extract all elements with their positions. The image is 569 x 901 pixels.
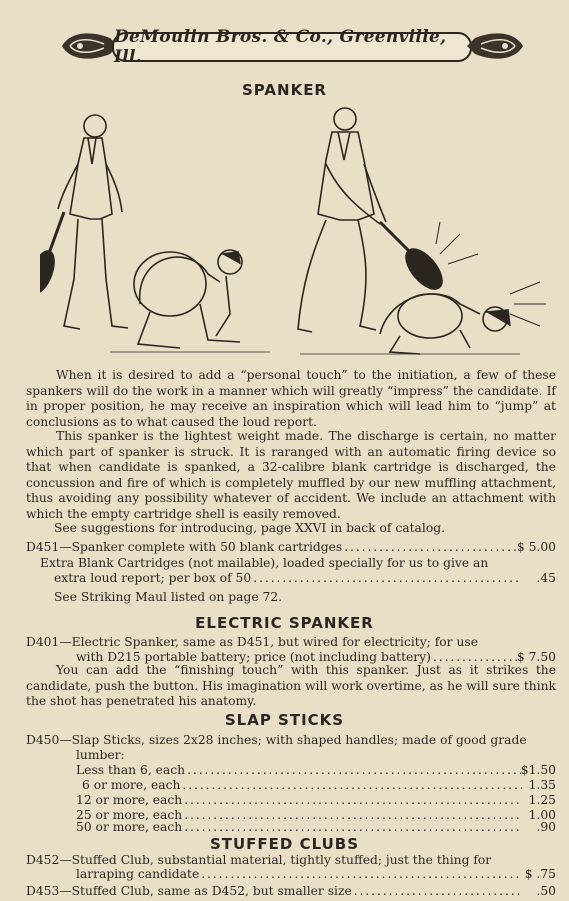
d452-line2: larraping candidate	[76, 867, 200, 881]
d453-label: D453—Stuffed Club, same as D452, but smaller size	[26, 884, 352, 898]
spanker-illustration	[40, 104, 560, 364]
slap-row: Less than 6, each . . . $1.50	[76, 763, 556, 779]
d401-line2: with D215 portable battery; price (not including battery)	[76, 650, 431, 664]
see-maul-text: See Striking Maul listed on page 72.	[54, 590, 283, 604]
electric-spanker-title: ELECTRIC SPANKER	[195, 614, 374, 632]
extra-cartridges-price: .45	[536, 571, 556, 585]
slap-row: 25 or more, each . . . 1.00	[76, 808, 556, 824]
d450-line1: D450—Slap Sticks, sizes 2x28 inches; with shaped handles; made of good grade	[26, 733, 527, 747]
extra-cartridges-item	[54, 571, 556, 587]
spanker-title: SPANKER	[241, 81, 327, 99]
see-intro-text: See suggestions for introducing, page XXVI in back of catalog.	[54, 521, 446, 535]
d450-line2: lumber:	[76, 748, 125, 762]
right-ornament-icon	[465, 28, 525, 64]
spanker-paragraph-1: When it is desired to add a “personal touch” to the initiation, a few of these spankers will do the work in a manner which will greatly “impress” the candidate. If in proper position, he may receive an inspiration which will lead him to “jump” at conclusions as to what caused the loud report.	[26, 368, 556, 429]
slap-row: 12 or more, each . . . 1.25	[76, 793, 556, 809]
extra-cartridges-line2: extra loud report; per box of 50	[54, 571, 252, 585]
d452-line1: D452—Stuffed Club, substantial material, tightly stuffed; just the thing for	[26, 853, 492, 867]
d451-item	[26, 540, 556, 556]
d401-line1: D401—Electric Spanker, same as D451, but wired for electricity; for use	[26, 635, 478, 649]
slap-row: 50 or more, each . . . .90	[76, 820, 556, 836]
d452-price: $ .75	[524, 867, 556, 881]
d453-item	[26, 884, 556, 900]
slap-sticks-title: SLAP STICKS	[224, 711, 345, 729]
d401-price: $ 7.50	[516, 650, 556, 664]
stuffed-clubs-title: STUFFED CLUBS	[209, 835, 360, 853]
extra-cartridges-line1: Extra Blank Cartridges (not mailable), loaded specially for us to give an	[40, 556, 489, 570]
company-name: DeMoulin Bros. & Co., Greenville, Ill.	[112, 32, 472, 62]
d453-price: .50	[536, 884, 556, 898]
d451-price: $ 5.00	[516, 540, 556, 554]
spanker-paragraph-2: This spanker is the lightest weight made. The discharge is certain, no matter which part of spanker is struck. It is raranged with an automatic firing device so that when candidate is spanked, a 32-calibre blank cartridge is discharged, the concussion and fire of which is completely muffled by our new muffling attachment, thus avoiding any possibility whatever of accident. We include an attachment with which the empty cartridge shell is easily removed.	[26, 429, 556, 521]
left-ornament-icon	[60, 28, 120, 64]
slap-row: 6 or more, each . . . 1.35	[76, 778, 556, 794]
d451-label: D451—Spanker complete with 50 blank cartridges	[26, 540, 343, 554]
d452-item	[76, 867, 556, 883]
electric-paragraph: You can add the “finishing touch” with this spanker. Just as it strikes the candidate, push the button. His imagination will work overtime, as he will sure think the shot has penetrated his anatomy.	[26, 663, 556, 708]
header-banner	[60, 27, 525, 67]
